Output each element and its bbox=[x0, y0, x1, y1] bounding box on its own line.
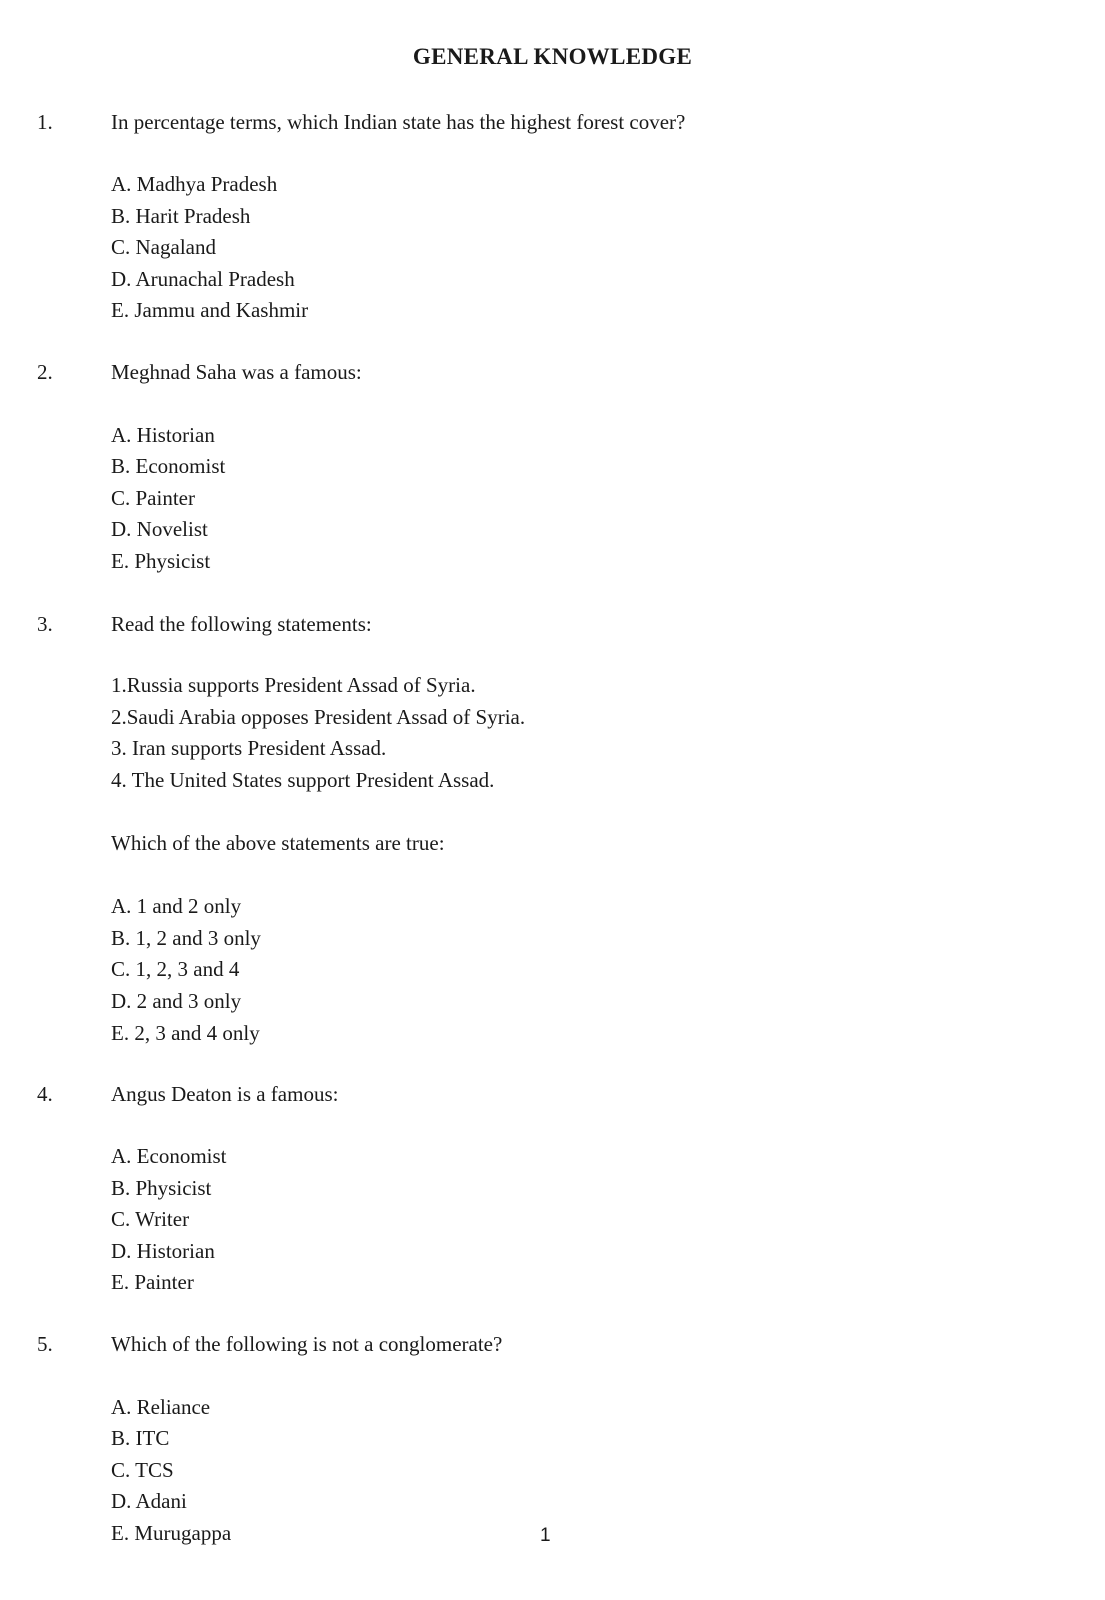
page-title: GENERAL KNOWLEDGE bbox=[412, 44, 693, 69]
answer-option: E. Murugappa bbox=[111, 1521, 232, 1545]
answer-option: E. 2, 3 and 4 only bbox=[111, 1021, 260, 1045]
answer-option: D. Arunachal Pradesh bbox=[111, 267, 295, 291]
answer-option: D. Novelist bbox=[111, 517, 208, 541]
answer-option: E. Physicist bbox=[111, 549, 211, 573]
answer-option: D. Historian bbox=[111, 1239, 215, 1263]
statement: 2.Saudi Arabia opposes President Assad of Syria. bbox=[111, 705, 526, 729]
answer-option: B. Economist bbox=[111, 454, 226, 478]
question-number: 2. bbox=[37, 360, 53, 384]
question-text: Meghnad Saha was a famous: bbox=[111, 360, 362, 384]
statement: 1.Russia supports President Assad of Syria. bbox=[111, 673, 476, 697]
answer-option: C. Writer bbox=[111, 1207, 190, 1231]
answer-option: E. Painter bbox=[111, 1270, 194, 1294]
answer-option: E. Jammu and Kashmir bbox=[111, 298, 309, 322]
statement: 4. The United States support President Assad. bbox=[111, 768, 495, 792]
question-number: 3. bbox=[37, 612, 53, 636]
answer-option: A. Madhya Pradesh bbox=[111, 172, 278, 196]
question-text: Read the following statements: bbox=[111, 612, 372, 636]
answer-option: B. 1, 2 and 3 only bbox=[111, 926, 261, 950]
answer-option: C. Painter bbox=[111, 486, 195, 510]
answer-option: B. Harit Pradesh bbox=[111, 204, 251, 228]
question-text: Which of the following is not a conglomerate? bbox=[111, 1332, 503, 1356]
answer-option: A. Reliance bbox=[111, 1395, 211, 1419]
answer-option: A. Historian bbox=[111, 423, 215, 447]
answer-option: C. Nagaland bbox=[111, 235, 216, 259]
answer-option: A. 1 and 2 only bbox=[111, 894, 242, 918]
statement: 3. Iran supports President Assad. bbox=[111, 736, 387, 760]
question-number: 4. bbox=[37, 1082, 53, 1106]
answer-option: B. Physicist bbox=[111, 1176, 212, 1200]
answer-option: D. 2 and 3 only bbox=[111, 989, 242, 1013]
page-number: 1 bbox=[540, 1525, 551, 1546]
answer-option: D. Adani bbox=[111, 1489, 187, 1513]
answer-option: C. 1, 2, 3 and 4 bbox=[111, 957, 240, 981]
question-number: 5. bbox=[37, 1332, 53, 1356]
question-number: 1. bbox=[37, 110, 53, 134]
answer-option: C. TCS bbox=[111, 1458, 174, 1482]
question-followup: Which of the above statements are true: bbox=[111, 831, 445, 855]
answer-option: B. ITC bbox=[111, 1426, 170, 1450]
question-text: In percentage terms, which Indian state has the highest forest cover? bbox=[111, 110, 686, 134]
answer-option: A. Economist bbox=[111, 1144, 227, 1168]
question-text: Angus Deaton is a famous: bbox=[111, 1082, 339, 1106]
